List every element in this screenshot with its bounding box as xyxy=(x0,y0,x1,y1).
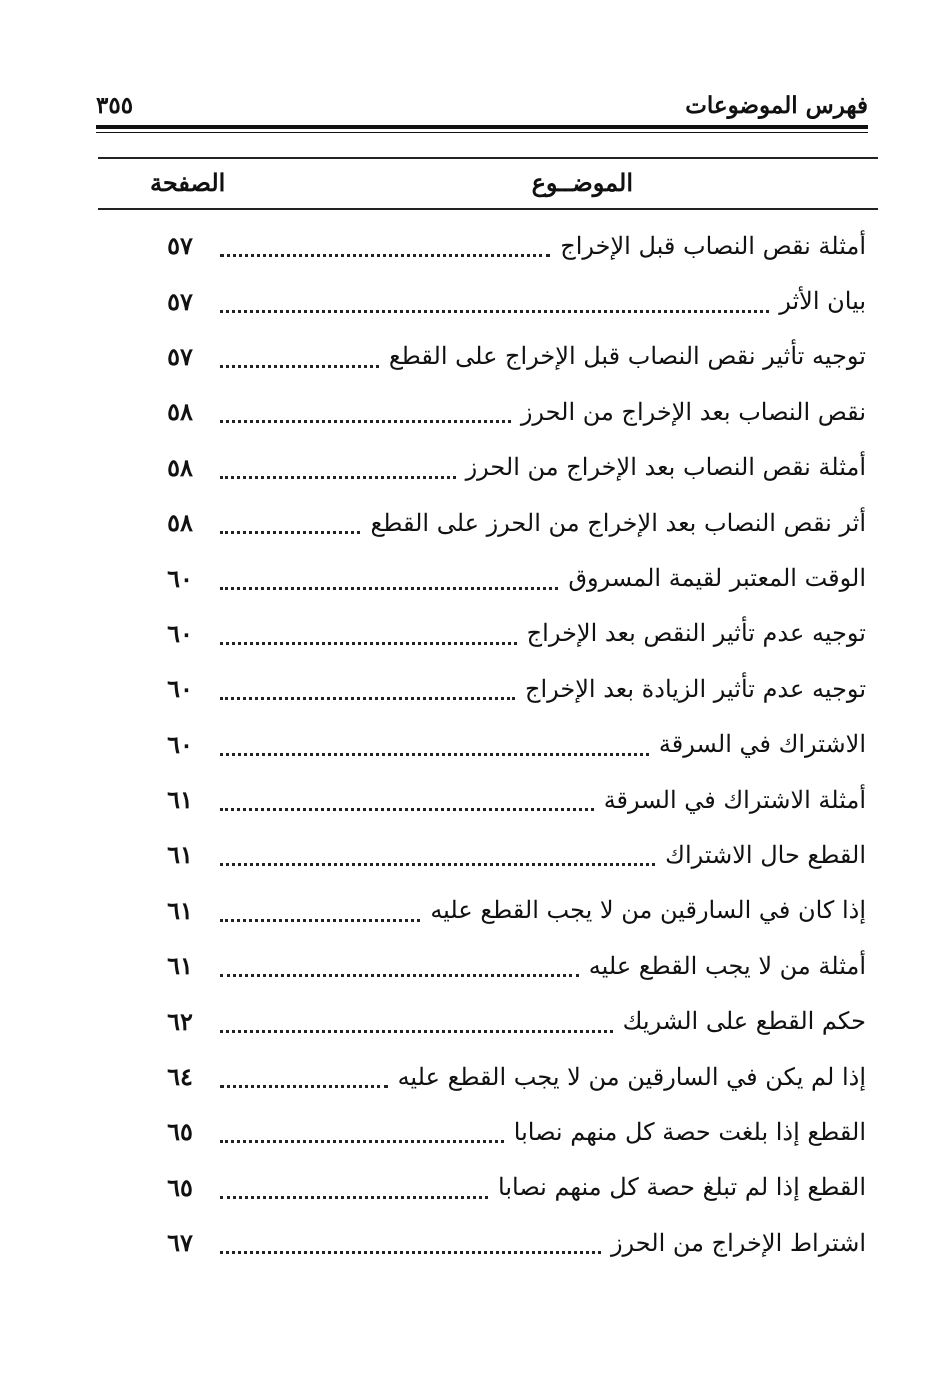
toc-entry xyxy=(150,827,866,882)
toc-entry-title: القطع إذا لم تبلغ حصة كل منهم نصابا xyxy=(498,1173,866,1202)
toc-entry-page: ٦٤ xyxy=(167,1062,193,1092)
toc-entry-page: ٦٥ xyxy=(167,1172,193,1202)
toc-entry xyxy=(150,440,866,495)
dot-leader xyxy=(220,1010,613,1033)
dot-leader xyxy=(220,234,550,257)
toc-entry-title: توجيه تأثير نقص النصاب قبل الإخراج على القطع xyxy=(388,342,866,371)
toc-entry xyxy=(150,1215,866,1270)
toc-entry-page: ٥٧ xyxy=(167,231,193,261)
table-top-rule xyxy=(98,157,878,159)
toc-entry xyxy=(150,384,866,439)
dot-leader xyxy=(220,1176,488,1199)
toc-entry xyxy=(150,606,866,661)
column-headers xyxy=(98,168,878,206)
toc-entry xyxy=(150,772,866,827)
toc-entry-title: أثر نقص النصاب بعد الإخراج من الحرز على القطع xyxy=(370,508,866,537)
toc-entry-title: بيان الأثر xyxy=(779,287,866,316)
toc-entry-title: أمثلة الاشتراك في السرقة xyxy=(603,785,866,814)
dot-leader xyxy=(220,567,558,590)
toc-entry-title: أمثلة من لا يجب القطع عليه xyxy=(588,951,866,980)
dot-leader xyxy=(220,622,517,645)
toc-entry xyxy=(150,938,866,993)
running-title: فهرس الموضوعات xyxy=(685,92,868,119)
toc-entry-page: ٥٧ xyxy=(167,341,193,371)
toc-entry xyxy=(150,1160,866,1215)
toc-entry-title: القطع حال الاشتراك xyxy=(665,840,866,869)
toc-entry xyxy=(150,883,866,938)
dot-leader xyxy=(220,1120,504,1143)
toc-entry-title: اشتراط الإخراج من الحرز xyxy=(610,1228,866,1257)
dot-leader xyxy=(220,511,360,534)
toc-entry xyxy=(150,661,866,716)
toc-entry-title: القطع إذا بلغت حصة كل منهم نصابا xyxy=(513,1117,866,1146)
toc-entry-page: ٦١ xyxy=(167,785,193,815)
dot-leader xyxy=(220,677,515,700)
toc-entry xyxy=(150,550,866,605)
running-header xyxy=(96,92,868,126)
topic-column-header: الموضــوع xyxy=(531,168,633,197)
toc-entry xyxy=(150,717,866,772)
toc-entry-title: أمثلة نقص النصاب قبل الإخراج xyxy=(560,231,866,260)
toc-entry-title: إذا لم يكن في السارقين من لا يجب القطع عليه xyxy=(397,1062,866,1091)
toc-entry-title: توجيه عدم تأثير الزيادة بعد الإخراج xyxy=(524,674,866,703)
toc-entry-title: حكم القطع على الشريك xyxy=(622,1007,866,1036)
toc-entry xyxy=(150,273,866,328)
header-rule-thin xyxy=(96,132,868,133)
header-rule xyxy=(96,125,868,129)
dot-leader xyxy=(220,788,594,811)
toc-entry-title: الوقت المعتبر لقيمة المسروق xyxy=(568,564,866,593)
toc-entry-page: ٦٢ xyxy=(167,1006,193,1036)
page-column-header: الصفحة xyxy=(150,168,226,197)
toc-entry-title: الاشتراك في السرقة xyxy=(658,730,866,759)
dot-leader xyxy=(220,954,579,977)
dot-leader xyxy=(220,456,456,479)
toc-entry-page: ٦٧ xyxy=(167,1228,193,1258)
toc-entry-title: إذا كان في السارقين من لا يجب القطع عليه xyxy=(430,896,866,925)
page-number: ٣٥٥ xyxy=(96,92,134,119)
dot-leader xyxy=(220,733,649,756)
toc-entry-page: ٦١ xyxy=(167,840,193,870)
dot-leader xyxy=(220,843,655,866)
toc-entry-page: ٥٨ xyxy=(167,397,193,427)
toc-entry xyxy=(150,1049,866,1104)
toc-entry-page: ٥٨ xyxy=(167,452,193,482)
toc-entry-page: ٦٥ xyxy=(167,1117,193,1147)
toc-entry-page: ٦١ xyxy=(167,895,193,925)
dot-leader xyxy=(220,1065,388,1088)
toc-entry-page: ٥٧ xyxy=(167,286,193,316)
dot-leader xyxy=(220,290,769,313)
toc-entry-page: ٦١ xyxy=(167,951,193,981)
toc-entry-page: ٦٠ xyxy=(167,674,193,704)
column-header-rule xyxy=(98,208,878,210)
toc-entry xyxy=(150,1104,866,1159)
toc-entry xyxy=(150,495,866,550)
toc-entry-page: ٦٠ xyxy=(167,729,193,759)
toc-entries xyxy=(150,218,866,1270)
dot-leader xyxy=(220,345,379,368)
toc-entry xyxy=(150,218,866,273)
toc-entry-title: أمثلة نقص النصاب بعد الإخراج من الحرز xyxy=(465,453,866,482)
toc-entry xyxy=(150,329,866,384)
toc-entry-title: نقص النصاب بعد الإخراج من الحرز xyxy=(520,397,866,426)
toc-entry-title: توجيه عدم تأثير النقص بعد الإخراج xyxy=(526,619,866,648)
dot-leader xyxy=(220,1231,601,1254)
dot-leader xyxy=(220,899,420,922)
dot-leader xyxy=(220,400,511,423)
toc-entry-page: ٥٨ xyxy=(167,508,193,538)
toc-entry-page: ٦٠ xyxy=(167,618,193,648)
toc-entry-page: ٦٠ xyxy=(167,563,193,593)
toc-entry xyxy=(150,993,866,1048)
